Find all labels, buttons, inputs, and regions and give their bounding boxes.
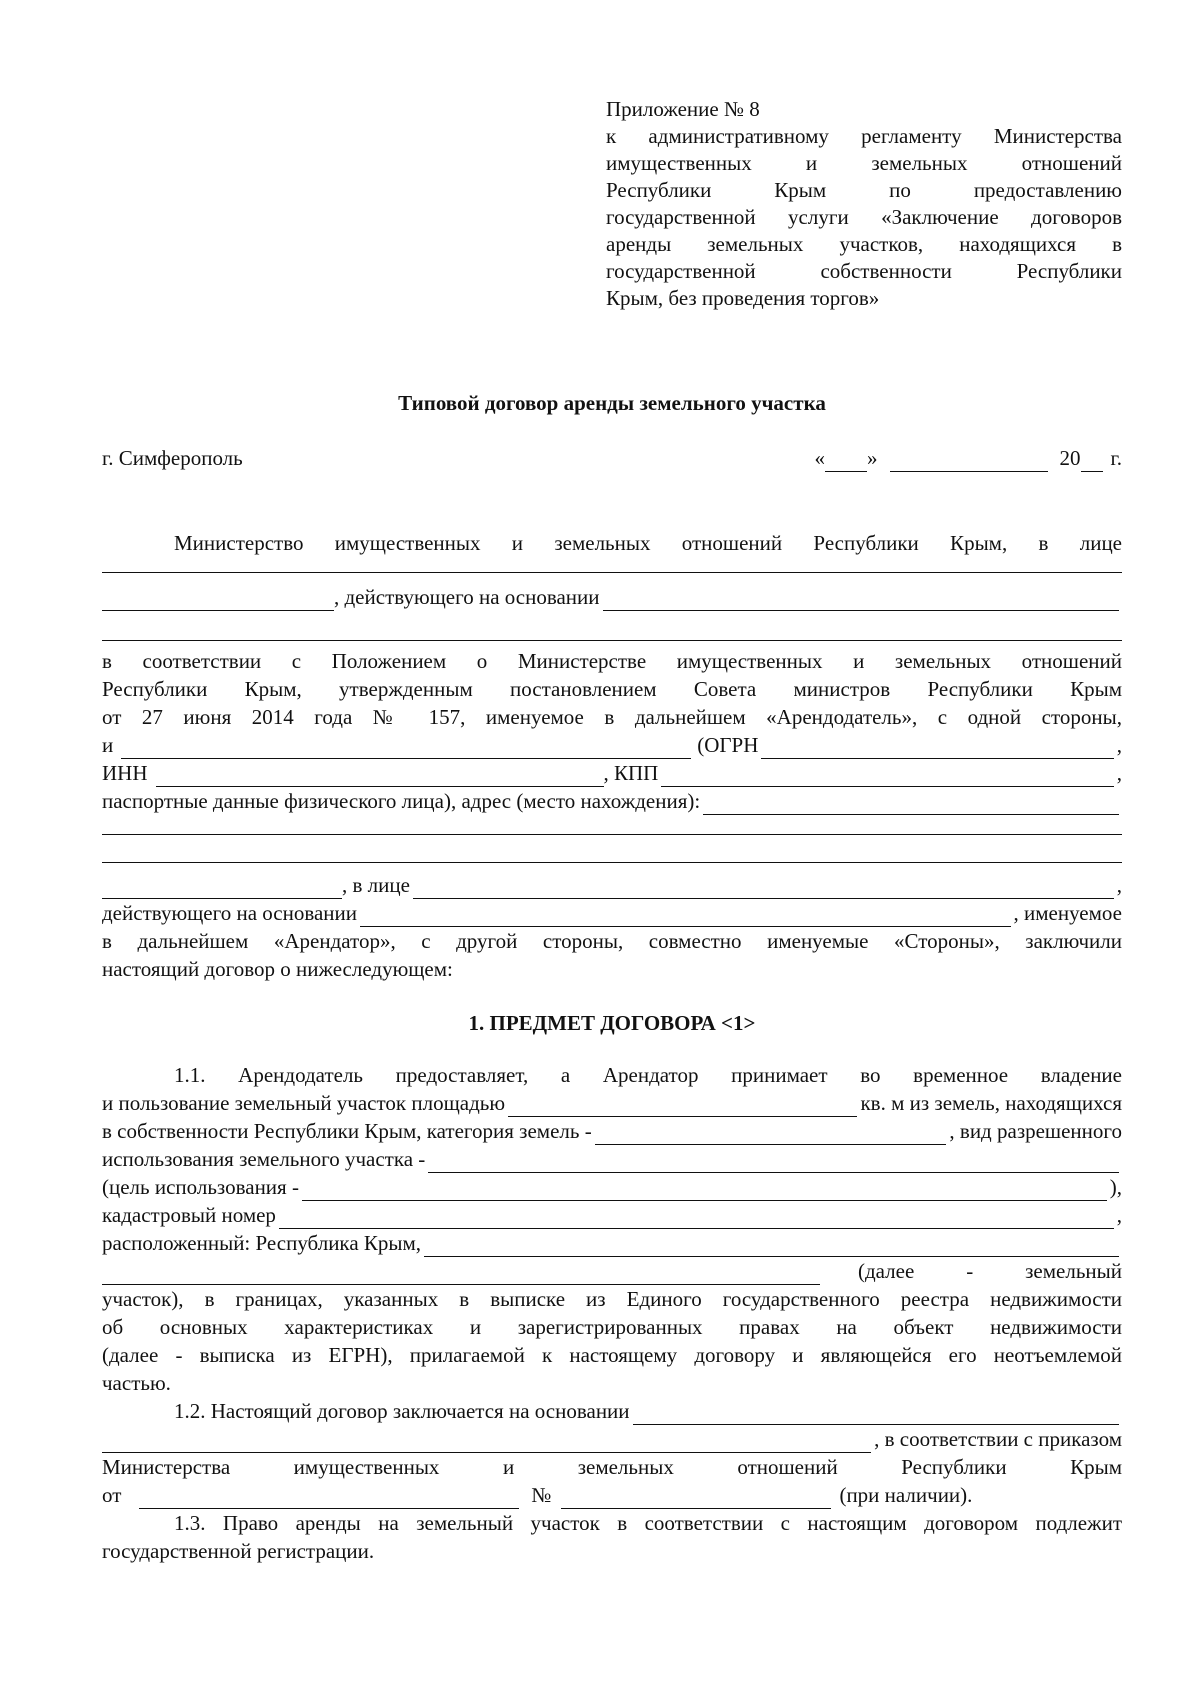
intro-line: , в лице , bbox=[102, 872, 1122, 899]
intro-line: настоящий договор о нижеследующем: bbox=[102, 957, 453, 981]
section-line: об основных характеристиках и зарегистрированных правах на объект недвижимости bbox=[102, 1315, 1122, 1339]
month-blank bbox=[890, 451, 1048, 472]
document-title: Типовой договор аренды земельного участка bbox=[398, 391, 826, 415]
intro-line: и (ОГРН , bbox=[102, 733, 1122, 757]
intro-line: ИНН , КПП , bbox=[102, 761, 1122, 785]
blank-line bbox=[102, 862, 1122, 863]
appendix-line: Приложение № 8 bbox=[606, 97, 760, 121]
city-date-row bbox=[102, 445, 1122, 472]
section-line: расположенный: Республика Крым, bbox=[102, 1230, 1122, 1257]
intro-line: Республики Крым, утвержденным постановлением Совета министров Республики Крым bbox=[102, 677, 1122, 701]
intro-line: паспортные данные физического лица), адрес (место нахождения): bbox=[102, 788, 1122, 815]
date-field: « » 20 г. bbox=[814, 446, 1122, 470]
year-blank bbox=[1081, 451, 1103, 472]
section-line: , в соответствии с приказом bbox=[102, 1426, 1122, 1453]
section-line: 1.1. Арендодатель предоставляет, а Арендатор принимает во временное владение bbox=[174, 1063, 1122, 1087]
appendix-line: государственной услуги «Заключение договоров bbox=[606, 205, 1122, 229]
section-line: (далее - земельный bbox=[102, 1258, 1122, 1285]
section-line: кадастровый номер , bbox=[102, 1203, 1122, 1227]
section-heading: 1. ПРЕДМЕТ ДОГОВОРА <1> bbox=[468, 1011, 756, 1035]
appendix-line: аренды земельных участков, находящихся в bbox=[606, 232, 1122, 256]
appendix-block bbox=[606, 96, 1122, 312]
intro-line: , действующего на основании bbox=[102, 584, 1122, 611]
section-line: Министерства имущественных и земельных отношений Республики Крым bbox=[102, 1455, 1122, 1479]
intro-line: в дальнейшем «Арендатор», с другой стороны, совместно именуемые «Стороны», заключили bbox=[102, 929, 1122, 953]
section-line: от № (при наличии). bbox=[102, 1483, 973, 1507]
section-line: использования земельного участка - bbox=[102, 1146, 1122, 1173]
appendix-line: Республики Крым по предоставлению bbox=[606, 178, 1122, 202]
appendix-line: имущественных и земельных отношений bbox=[606, 151, 1122, 175]
blank-line bbox=[102, 572, 1122, 573]
appendix-line: государственной собственности Республики bbox=[606, 259, 1122, 283]
section-line: участок), в границах, указанных в выписке из Единого государственного реестра недвижимости bbox=[102, 1287, 1122, 1311]
section-line: 1.3. Право аренды на земельный участок в соответствии с настоящим договором подлежит bbox=[174, 1511, 1122, 1535]
appendix-line: к административному регламенту Министерства bbox=[606, 124, 1122, 148]
section-line: (цель использования - ), bbox=[102, 1175, 1122, 1199]
section-line: частью. bbox=[102, 1371, 171, 1395]
section-line: и пользование земельный участок площадью кв. м из земель, находящихся bbox=[102, 1091, 1122, 1115]
blank-line bbox=[102, 834, 1122, 835]
intro-line: Министерство имущественных и земельных отношений Республики Крым, в лице bbox=[174, 531, 1122, 555]
section-line: в собственности Республики Крым, категория земель - , вид разрешенного bbox=[102, 1119, 1122, 1143]
day-blank bbox=[825, 451, 867, 472]
intro-line: от 27 июня 2014 года № 157, именуемое в дальнейшем «Арендодатель», с одной стороны, bbox=[102, 705, 1122, 729]
section-line: (далее - выписка из ЕГРН), прилагаемой к настоящему договору и являющейся его неотъемлемой bbox=[102, 1343, 1122, 1367]
blank-line bbox=[102, 640, 1122, 641]
section-line: государственной регистрации. bbox=[102, 1539, 375, 1563]
intro-line: действующего на основании , именуемое bbox=[102, 901, 1122, 925]
appendix-line: Крым, без проведения торгов» bbox=[606, 286, 880, 310]
city: г. Симферополь bbox=[102, 446, 243, 470]
section-line: 1.2. Настоящий договор заключается на основании bbox=[102, 1398, 1122, 1425]
intro-line: в соответствии с Положением о Министерстве имущественных и земельных отношений bbox=[102, 649, 1122, 673]
